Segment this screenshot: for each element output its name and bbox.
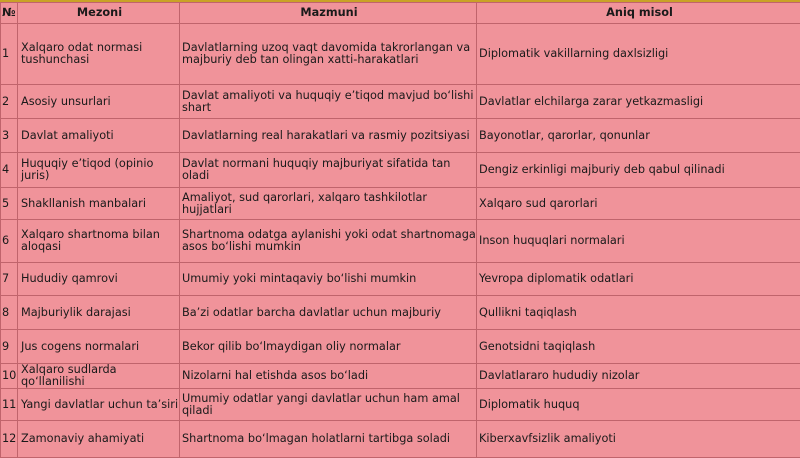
table-row bbox=[1, 85, 800, 119]
criteria-table bbox=[0, 2, 800, 458]
row-number: 10 bbox=[1, 364, 18, 389]
row-content: Bekor qilib bo‘lmaydigan oliy normalar bbox=[180, 330, 477, 364]
table-row bbox=[1, 330, 800, 364]
row-example: Yevropa diplomatik odatlari bbox=[477, 263, 800, 296]
row-number: 11 bbox=[1, 389, 18, 421]
row-criterion: Xalqaro odat normasi tushunchasi bbox=[18, 24, 180, 85]
row-content: Umumiy odatlar yangi davlatlar uchun ham amal qiladi bbox=[180, 389, 477, 421]
header-row bbox=[1, 3, 800, 24]
row-criterion: Jus cogens normalari bbox=[18, 330, 180, 364]
row-number: 12 bbox=[1, 421, 18, 458]
row-content: Shartnoma odatga aylanishi yoki odat shartnomaga asos bo‘lishi mumkin bbox=[180, 220, 477, 263]
row-number: 3 bbox=[1, 119, 18, 153]
row-example: Davlatlar elchilarga zarar yetkazmasligi bbox=[477, 85, 800, 119]
header-content: Mazmuni bbox=[180, 3, 477, 24]
row-criterion: Yangi davlatlar uchun ta’siri bbox=[18, 389, 180, 421]
row-number: 4 bbox=[1, 153, 18, 188]
header-example: Aniq misol bbox=[477, 3, 800, 24]
row-example: Genotsidni taqiqlash bbox=[477, 330, 800, 364]
header-criterion: Mezoni bbox=[18, 3, 180, 24]
row-content: Davlatlarning uzoq vaqt davomida takrorlangan va majburiy deb tan olingan xatti-harakatlari bbox=[180, 24, 477, 85]
row-criterion: Asosiy unsurlari bbox=[18, 85, 180, 119]
row-example: Inson huquqlari normalari bbox=[477, 220, 800, 263]
table-row bbox=[1, 188, 800, 220]
row-criterion: Xalqaro sudlarda qo‘llanilishi bbox=[18, 364, 180, 389]
row-content: Umumiy yoki mintaqaviy bo‘lishi mumkin bbox=[180, 263, 477, 296]
row-example: Davlatlararo hududiy nizolar bbox=[477, 364, 800, 389]
row-example: Kiberxavfsizlik amaliyoti bbox=[477, 421, 800, 458]
row-criterion: Shakllanish manbalari bbox=[18, 188, 180, 220]
row-number: 1 bbox=[1, 24, 18, 85]
row-content: Nizolarni hal etishda asos bo‘ladi bbox=[180, 364, 477, 389]
table-row bbox=[1, 263, 800, 296]
row-number: 5 bbox=[1, 188, 18, 220]
table-row bbox=[1, 296, 800, 330]
row-number: 9 bbox=[1, 330, 18, 364]
table-row bbox=[1, 364, 800, 389]
row-example: Xalqaro sud qarorlari bbox=[477, 188, 800, 220]
row-content: Davlat normani huquqiy majburiyat sifatida tan oladi bbox=[180, 153, 477, 188]
row-number: 6 bbox=[1, 220, 18, 263]
row-content: Davlatlarning real harakatlari va rasmiy pozitsiyasi bbox=[180, 119, 477, 153]
header-number: № bbox=[1, 3, 18, 24]
row-criterion: Zamonaviy ahamiyati bbox=[18, 421, 180, 458]
table-row bbox=[1, 153, 800, 188]
row-content: Ba’zi odatlar barcha davlatlar uchun majburiy bbox=[180, 296, 477, 330]
row-criterion: Huquqiy e’tiqod (opinio juris) bbox=[18, 153, 180, 188]
table-row bbox=[1, 389, 800, 421]
row-number: 2 bbox=[1, 85, 18, 119]
row-example: Diplomatik vakillarning daxlsizligi bbox=[477, 24, 800, 85]
row-criterion: Hududiy qamrovi bbox=[18, 263, 180, 296]
row-criterion: Majburiylik darajasi bbox=[18, 296, 180, 330]
row-criterion: Davlat amaliyoti bbox=[18, 119, 180, 153]
table-row bbox=[1, 220, 800, 263]
row-content: Shartnoma bo‘lmagan holatlarni tartibga soladi bbox=[180, 421, 477, 458]
row-example: Qullikni taqiqlash bbox=[477, 296, 800, 330]
table-row bbox=[1, 421, 800, 458]
table-row bbox=[1, 24, 800, 85]
row-example: Bayonotlar, qarorlar, qonunlar bbox=[477, 119, 800, 153]
row-content: Amaliyot, sud qarorlari, xalqaro tashkilotlar hujjatlari bbox=[180, 188, 477, 220]
row-example: Dengiz erkinligi majburiy deb qabul qilinadi bbox=[477, 153, 800, 188]
row-number: 7 bbox=[1, 263, 18, 296]
row-example: Diplomatik huquq bbox=[477, 389, 800, 421]
row-criterion: Xalqaro shartnoma bilan aloqasi bbox=[18, 220, 180, 263]
row-content: Davlat amaliyoti va huquqiy e’tiqod mavjud bo‘lishi shart bbox=[180, 85, 477, 119]
row-number: 8 bbox=[1, 296, 18, 330]
table-row bbox=[1, 119, 800, 153]
